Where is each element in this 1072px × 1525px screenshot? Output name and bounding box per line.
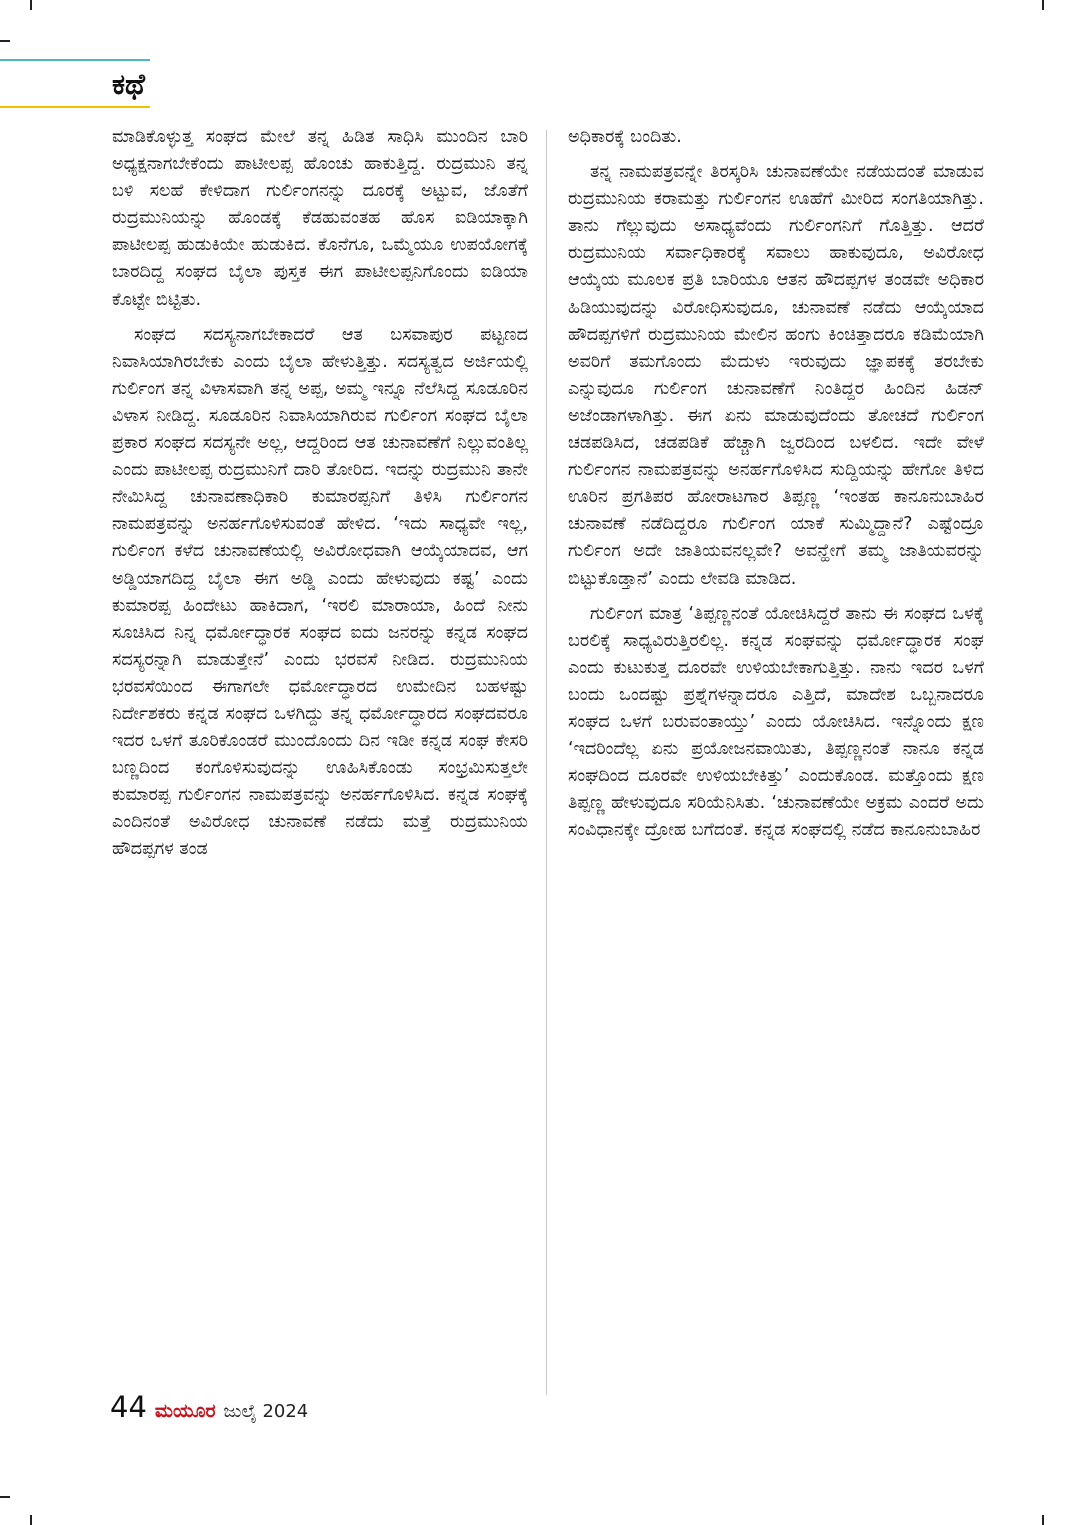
page-number: 44 xyxy=(110,1390,147,1424)
right-column xyxy=(568,124,984,852)
left-column xyxy=(112,124,528,872)
crop-mark-top-right xyxy=(1042,0,1044,10)
paragraph: ಅಧಿಕಾರಕ್ಕೆ ಬಂದಿತು. xyxy=(568,127,682,147)
crop-mark-left-lower xyxy=(0,1496,10,1498)
header-rule-teal xyxy=(0,59,150,61)
column-divider xyxy=(546,130,547,1395)
page-footer xyxy=(110,1390,308,1430)
paragraph: ಸಂಘದ ಸದಸ್ಯನಾಗಬೇಕಾದರೆ ಆತ ಬಸವಾಪುರ ಪಟ್ಟಣದ ನಿವಾಸಿಯಾಗಿರಬೇಕು ಎಂದು ಬೈಲಾ ಹೇಳುತ್ತಿತ್ತು. ಸದಸ್ಯತ್ವದ ಅರ್ಜಿಯಲ್ಲಿ ಗುರ್ಲಿಂಗ ತನ್ನ ವಿಳಾಸವಾಗಿ ತನ್ನ ಅಪ್ಪ, ಅಮ್ಮ ಇನ್ನೂ ನೆಲೆಸಿದ್ದ ಸೂಡೂರಿನ ವಿಳಾಸ ನೀಡಿದ್ದ. ಸೂಡೂರಿನ ನಿವಾಸಿಯಾಗಿರುವ ಗುರ್ಲಿಂಗ ಸಂಘದ ಬೈಲಾ ಪ್ರಕಾರ ಸಂಘದ ಸದಸ್ಯನೇ ಅಲ್ಲ, ಆದ್ದರಿಂದ ಆತ ಚುನಾವಣೆಗೆ ನಿಲ್ಲುವಂತಿಲ್ಲ ಎಂದು ಪಾಟೀಲಪ್ಪ ರುದ್ರಮುನಿಗೆ ದಾರಿ ತೋರಿದ. ಇದನ್ನು ರುದ್ರಮುನಿ ತಾನೇ ನೇಮಿಸಿದ್ದ ಚುನಾವಣಾಧಿಕಾರಿ ಕುಮಾರಪ್ಪನಿಗೆ ತಿಳಿಸಿ ಗುರ್ಲಿಂಗನ ನಾಮಪತ್ರವನ್ನು ಅನರ್ಹಗೊಳಿಸುವಂತೆ ಹೇಳಿದ. ‘ಇದು ಸಾಧ್ಯವೇ ಇಲ್ಲ, ಗುರ್ಲಿಂಗ ಕಳೆದ ಚುನಾವಣೆಯಲ್ಲಿ ಅವಿರೋಧವಾಗಿ ಆಯ್ಕೆಯಾದವ, ಆಗ ಅಡ್ಡಿಯಾಗದಿದ್ದ ಬೈಲಾ ಈಗ ಅಡ್ಡಿ ಎಂದು ಹೇಳುವುದು ಕಷ್ಟ’ ಎಂದು ಕುಮಾರಪ್ಪ ಹಿಂದೇಟು ಹಾಕಿದಾಗ, ‘ಇರಲಿ ಮಾರಾಯಾ, ಹಿಂದೆ ನೀನು ಸೂಚಿಸಿದ ನಿನ್ನ ಧರ್ಮೋದ್ಧಾರಕ ಸಂಘದ ಐದು ಜನರನ್ನು ಕನ್ನಡ ಸಂಘದ ಸದಸ್ಯರನ್ನಾಗಿ ಮಾಡುತ್ತೇನೆ’ ಎಂದು ಭರವಸೆ ನೀಡಿದ. ರುದ್ರಮುನಿಯ ಭರವಸೆಯಿಂದ ಈಗಾಗಲೇ ಧರ್ಮೋದ್ಧಾರದ ಉಮೇದಿನ ಬಹಳಷ್ಟು ನಿರ್ದೇಶಕರು ಕನ್ನಡ ಸಂಘದ ಒಳಗಿದ್ದು ತನ್ನ ಧರ್ಮೋದ್ಧಾರದ ಸಂಘದವರೂ ಇದರ ಒಳಗೆ ತೂರಿಕೊಂಡರೆ ಮುಂದೊಂದು ದಿನ ಇಡೀ ಕನ್ನಡ ಸಂಘ ಕೇಸರಿ ಬಣ್ಣದಿಂದ ಕಂಗೊಳಿಸುವುದನ್ನು ಊಹಿಸಿಕೊಂಡು ಸಂಭ್ರಮಿಸುತ್ತಲೇ ಕುಮಾರಪ್ಪ ಗುರ್ಲಿಂಗನ ನಾಮಪತ್ರವನ್ನು ಅನರ್ಹಗೊಳಿಸಿದ. ಕನ್ನಡ ಸಂಘಕ್ಕೆ ಎಂದಿನಂತೆ ಅವಿರೋಧ ಚುನಾವಣೆ ನಡೆದು ಮತ್ತೆ ರುದ್ರಮುನಿಯ ಹೌದಪ್ಪಗಳ ತಂಡ xyxy=(112,324,528,860)
paragraph: ಗುರ್ಲಿಂಗ ಮಾತ್ರ ‘ತಿಪ್ಪಣ್ಣನಂತೆ ಯೋಚಿಸಿದ್ದರೆ ತಾನು ಈ ಸಂಘದ ಒಳಕ್ಕೆ ಬರಲಿಕ್ಕೆ ಸಾಧ್ಯವಿರುತ್ತಿರಲಿಲ್ಲ. ಕನ್ನಡ ಸಂಘವನ್ನು ಧರ್ಮೋದ್ಧಾರಕ ಸಂಘ ಎಂದು ಕುಟುಕುತ್ತ ದೂರವೇ ಉಳಿಯಬೇಕಾಗುತ್ತಿತ್ತು. ನಾನು ಇದರ ಒಳಗೆ ಬಂದು ಒಂದಷ್ಟು ಪ್ರಶ್ನೆಗಳನ್ನಾದರೂ ಎತ್ತಿದೆ, ಮಾದೇಶ ಒಬ್ಬನಾದರೂ ಸಂಘದ ಒಳಗೆ ಬರುವಂತಾಯ್ತು’ ಎಂದು ಯೋಚಿಸಿದ. ಇನ್ನೊಂದು ಕ್ಷಣ ‘ಇದರಿಂದೆಲ್ಲ ಏನು ಪ್ರಯೋಜನವಾಯಿತು, ತಿಪ್ಪಣ್ಣನಂತೆ ನಾನೂ ಕನ್ನಡ ಸಂಘದಿಂದ ದೂರವೇ ಉಳಿಯಬೇಕಿತ್ತು’ ಎಂದುಕೊಂಡ. ಮತ್ತೊಂದು ಕ್ಷಣ ತಿಪ್ಪಣ್ಣ ಹೇಳುವುದೂ ಸರಿಯೆನಿಸಿತು. ‘ಚುನಾವಣೆಯೇ ಅಕ್ರಮ ಎಂದರೆ ಅದು ಸಂವಿಧಾನಕ್ಕೇ ದ್ರೋಹ ಬಗೆದಂತೆ. ಕನ್ನಡ ಸಂಘದಲ್ಲಿ ನಡೆದ ಕಾನೂನುಬಾಹಿರ xyxy=(568,603,984,841)
magazine-logo: ಮಯೂರ xyxy=(154,1400,216,1422)
crop-mark-bottom-right xyxy=(1042,1515,1044,1525)
paragraph: ತನ್ನ ನಾಮಪತ್ರವನ್ನೇ ತಿರಸ್ಕರಿಸಿ ಚುನಾವಣೆಯೇ ನಡೆಯದಂತೆ ಮಾಡುವ ರುದ್ರಮುನಿಯ ಕರಾಮತ್ತು ಗುರ್ಲಿಂಗನ ಊಹೆಗೆ ಮೀರಿದ ಸಂಗತಿಯಾಗಿತ್ತು. ತಾನು ಗೆಲ್ಲುವುದು ಅಸಾಧ್ಯವೆಂದು ಗುರ್ಲಿಂಗನಿಗೆ ಗೊತ್ತಿತ್ತು. ಆದರೆ ರುದ್ರಮುನಿಯ ಸರ್ವಾಧಿಕಾರಕ್ಕೆ ಸವಾಲು ಹಾಕುವುದೂ, ಅವಿರೋಧ ಆಯ್ಕೆಯ ಮೂಲಕ ಪ್ರತಿ ಬಾರಿಯೂ ಆತನ ಹೌದಪ್ಪಗಳ ತಂಡವೇ ಅಧಿಕಾರ ಹಿಡಿಯುವುದನ್ನು ವಿರೋಧಿಸುವುದೂ, ಚುನಾವಣೆ ನಡೆದು ಆಯ್ಕೆಯಾದ ಹೌದಪ್ಪಗಳಿಗೆ ರುದ್ರಮುನಿಯ ಮೇಲಿನ ಹಂಗು ಕಿಂಚಿತ್ತಾದರೂ ಕಡಿಮೆಯಾಗಿ ಅವರಿಗೆ ತಮಗೊಂದು ಮೆದುಳು ಇರುವುದು ಜ್ಞಾಪಕಕ್ಕೆ ತರಬೇಕು ಎನ್ನುವುದೂ ಗುರ್ಲಿಂಗ ಚುನಾವಣೆಗೆ ನಿಂತಿದ್ದರ ಹಿಂದಿನ ಹಿಡನ್ ಅಜೆಂಡಾಗಳಾಗಿತ್ತು. ಈಗ ಏನು ಮಾಡುವುದೆಂದು ತೋಚದೆ ಗುರ್ಲಿಂಗ ಚಡಪಡಿಸಿದ, ಚಡಪಡಿಕೆ ಹೆಚ್ಚಾಗಿ ಜ್ವರದಿಂದ ಬಳಲಿದ. ಇದೇ ವೇಳೆ ಗುರ್ಲಿಂಗನ ನಾಮಪತ್ರವನ್ನು ಅನರ್ಹಗೊಳಿಸಿದ ಸುದ್ದಿಯನ್ನು ಹೇಗೋ ತಿಳಿದ ಊರಿನ ಪ್ರಗತಿಪರ ಹೋರಾಟಗಾರ ತಿಪ್ಪಣ್ಣ ‘ಇಂತಹ ಕಾನೂನುಬಾಹಿರ ಚುನಾವಣೆ ನಡೆದಿದ್ದರೂ ಗುರ್ಲಿಂಗ ಯಾಕೆ ಸುಮ್ಮಿದ್ದಾನೆ? ಎಷ್ಟೆಂದ್ರೂ ಗುರ್ಲಿಂಗ ಅದೇ ಜಾತಿಯವನಲ್ಲವೇ? ಅವನ್ಹೇಗೆ ತಮ್ಮ ಜಾತಿಯವರನ್ನು ಬಿಟ್ಟುಕೊಡ್ತಾನೆ’ ಎಂದು ಲೇವಡಿ ಮಾಡಿದ. xyxy=(568,162,984,589)
crop-mark-left-upper xyxy=(0,40,10,42)
issue-date: ಜುಲೈ 2024 xyxy=(223,1401,309,1422)
section-label: ಕಥೆ xyxy=(112,67,145,101)
crop-mark-bottom-left xyxy=(30,1515,32,1525)
header-rule-yellow xyxy=(0,106,150,108)
paragraph: ಮಾಡಿಕೊಳ್ಳುತ್ತ ಸಂಘದ ಮೇಲೆ ತನ್ನ ಹಿಡಿತ ಸಾಧಿಸಿ ಮುಂದಿನ ಬಾರಿ ಅಧ್ಯಕ್ಷನಾಗಬೇಕೆಂದು ಪಾಟೀಲಪ್ಪ ಹೊಂಚು ಹಾಕುತ್ತಿದ್ದ. ರುದ್ರಮುನಿ ತನ್ನ ಬಳಿ ಸಲಹೆ ಕೇಳಿದಾಗ ಗುರ್ಲಿಂಗನನ್ನು ದೂರಕ್ಕೆ ಅಟ್ಟುವ, ಜೊತೆಗೆ ರುದ್ರಮುನಿಯನ್ನು ಹೊಂಡಕ್ಕೆ ಕೆಡಹುವಂತಹ ಹೊಸ ಐಡಿಯಾಕ್ಕಾಗಿ ಪಾಟೀಲಪ್ಪ ಹುಡುಕಿಯೇ ಹುಡುಕಿದ. ಕೊನೆಗೂ, ಒಮ್ಮೆಯೂ ಉಪಯೋಗಕ್ಕೆ ಬಾರದಿದ್ದ ಸಂಘದ ಬೈಲಾ ಪುಸ್ತಕ ಈಗ ಪಾಟೀಲಪ್ಪನಿಗೊಂದು ಐಡಿಯಾ ಕೊಟ್ಟೇ ಬಿಟ್ಟಿತು. xyxy=(112,127,528,310)
crop-mark-top-left xyxy=(30,0,32,10)
